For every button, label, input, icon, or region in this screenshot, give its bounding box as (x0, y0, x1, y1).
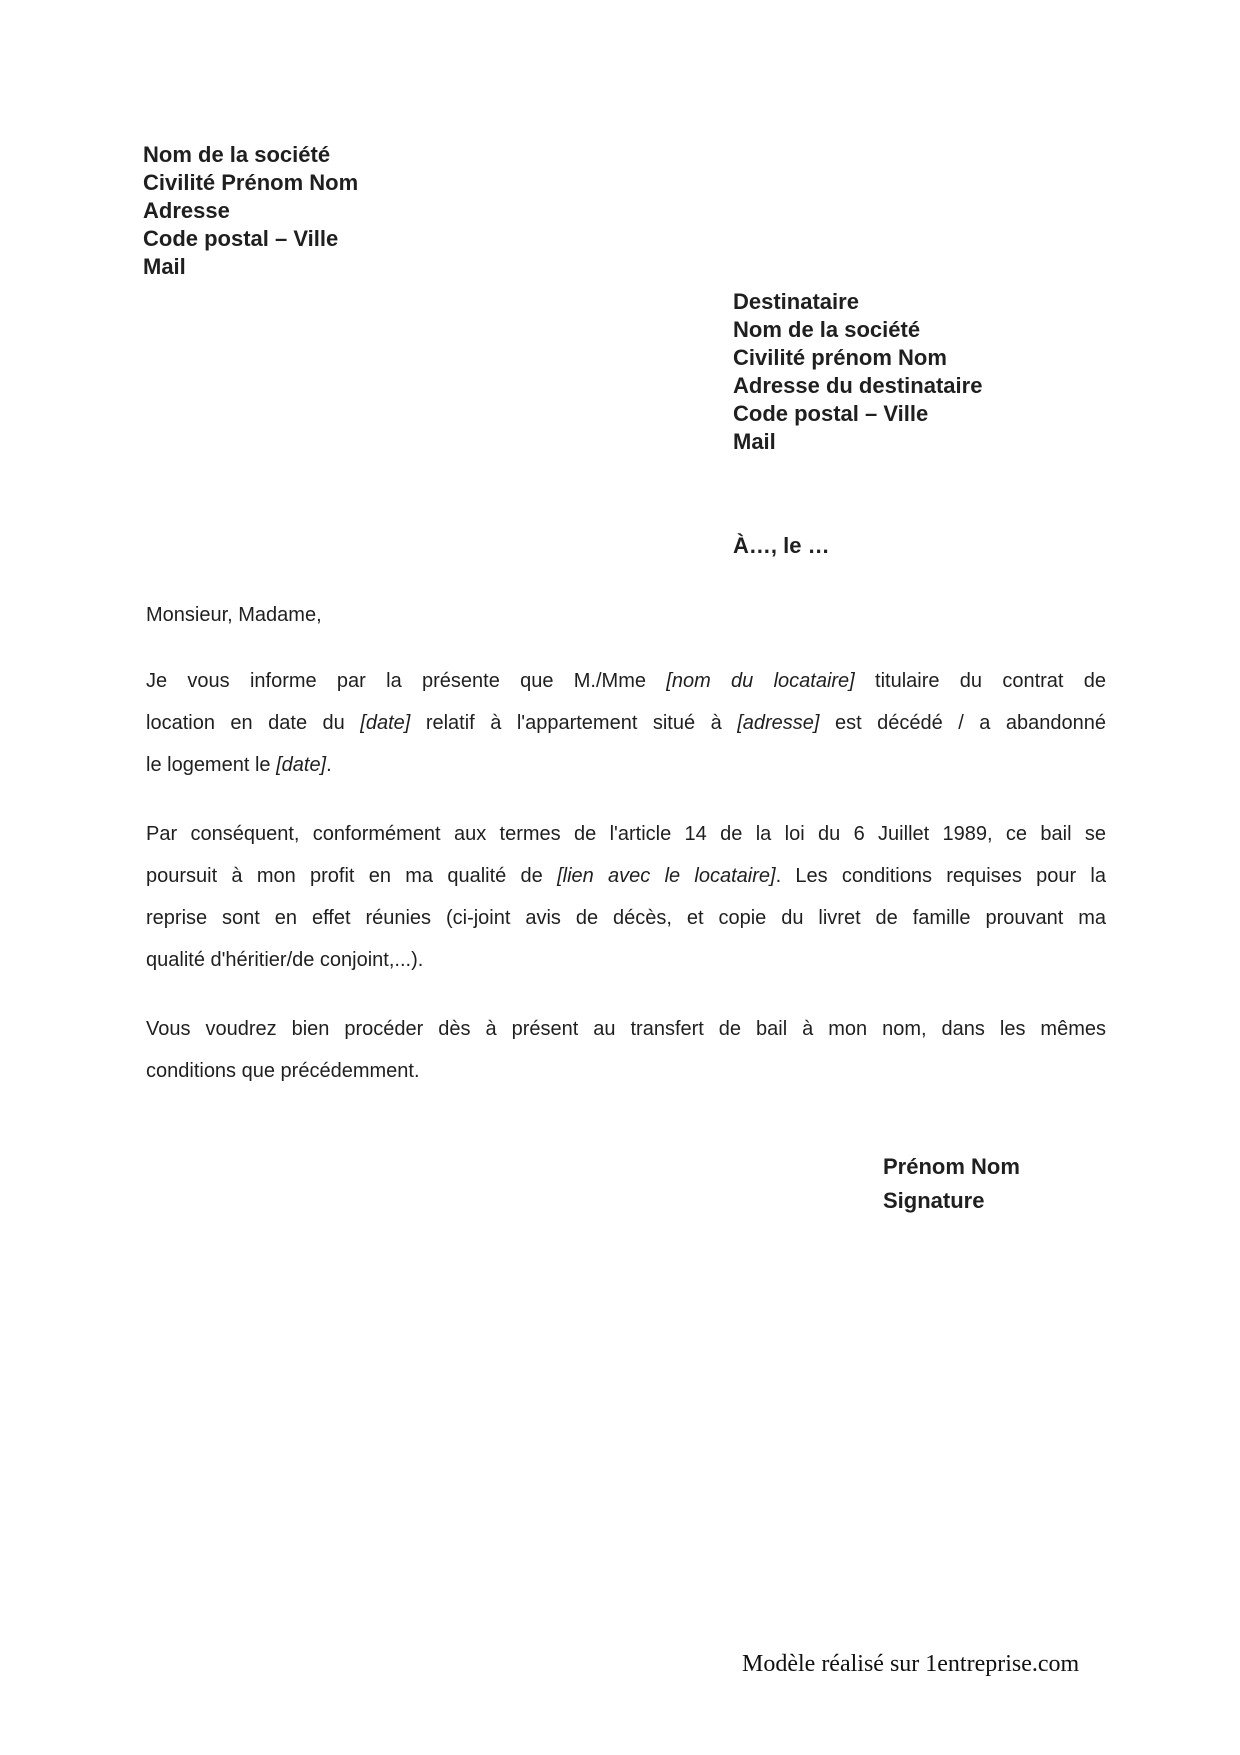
paragraph (146, 660, 1106, 786)
text-run: est décédé / a abandonné (819, 712, 1106, 734)
signature-line: Signature (883, 1188, 985, 1213)
recipient-block (733, 288, 982, 456)
paragraph-line (146, 744, 1106, 786)
text-run: poursuit à mon profit en ma qualité de (146, 865, 558, 887)
paragraph-line (146, 1050, 1106, 1092)
text-run: Vous voudrez bien procéder dès à présent au transfert de bail à mon nom, dans les mêmes (146, 1018, 1106, 1040)
text-run: . Les conditions requises pour la (775, 865, 1106, 887)
placeholder-italic: [date] (360, 712, 411, 734)
paragraph (146, 1008, 1106, 1092)
text-run: reprise sont en effet réunies (ci-joint avis de décès, et copie du livret de famille prouvant ma (146, 907, 1106, 929)
dateline: À…, le … (733, 533, 830, 558)
sender-line: Nom de la société (143, 142, 331, 167)
placeholder-italic: [date] (276, 754, 327, 776)
sender-line: Code postal – Ville (143, 226, 339, 251)
salutation: Monsieur, Madame, (146, 604, 322, 626)
text-run: titulaire du contrat de (854, 670, 1107, 692)
sender-line: Mail (143, 254, 186, 279)
placeholder-italic: [adresse] (737, 712, 820, 734)
text-run: relatif à l'appartement situé à (410, 712, 738, 734)
text-run: . (326, 754, 332, 776)
text-run: qualité d'héritier/de conjoint,...). (146, 949, 424, 971)
text-run: Je vous informe par la présente que M./Mme (146, 670, 667, 692)
recipient-line: Destinataire (733, 289, 859, 314)
recipient-line: Nom de la société (733, 317, 921, 342)
paragraph-line (146, 897, 1106, 939)
text-run: conditions que précédemment. (146, 1060, 420, 1082)
recipient-line: Adresse du destinataire (733, 373, 983, 398)
sender-line: Civilité Prénom Nom (143, 170, 359, 195)
letter-body (146, 594, 1106, 1119)
sender-line: Adresse (143, 198, 230, 223)
recipient-line: Civilité prénom Nom (733, 345, 947, 370)
paragraph-line (146, 660, 1106, 702)
paragraph-line (146, 702, 1106, 744)
paragraph-line (146, 813, 1106, 855)
recipient-line: Code postal – Ville (733, 401, 929, 426)
text-run: location en date du (146, 712, 361, 734)
paragraph-line (146, 1008, 1106, 1050)
signature-block (883, 1150, 1020, 1218)
paragraph (146, 813, 1106, 981)
footer-credit: Modèle réalisé sur 1entreprise.com (742, 1651, 1080, 1677)
paragraph-line (146, 939, 1106, 981)
text-run: Par conséquent, conformément aux termes de l'article 14 de la loi du 6 Juillet 1989, ce bail se (146, 823, 1106, 845)
paragraphs (146, 660, 1106, 1092)
recipient-line: Mail (733, 429, 776, 454)
text-run: le logement le (146, 754, 277, 776)
placeholder-italic: [nom du locataire] (666, 670, 855, 692)
paragraph-line (146, 855, 1106, 897)
placeholder-italic: [lien avec le locataire] (557, 865, 776, 887)
signature-line: Prénom Nom (883, 1154, 1020, 1179)
sender-block (143, 141, 358, 281)
